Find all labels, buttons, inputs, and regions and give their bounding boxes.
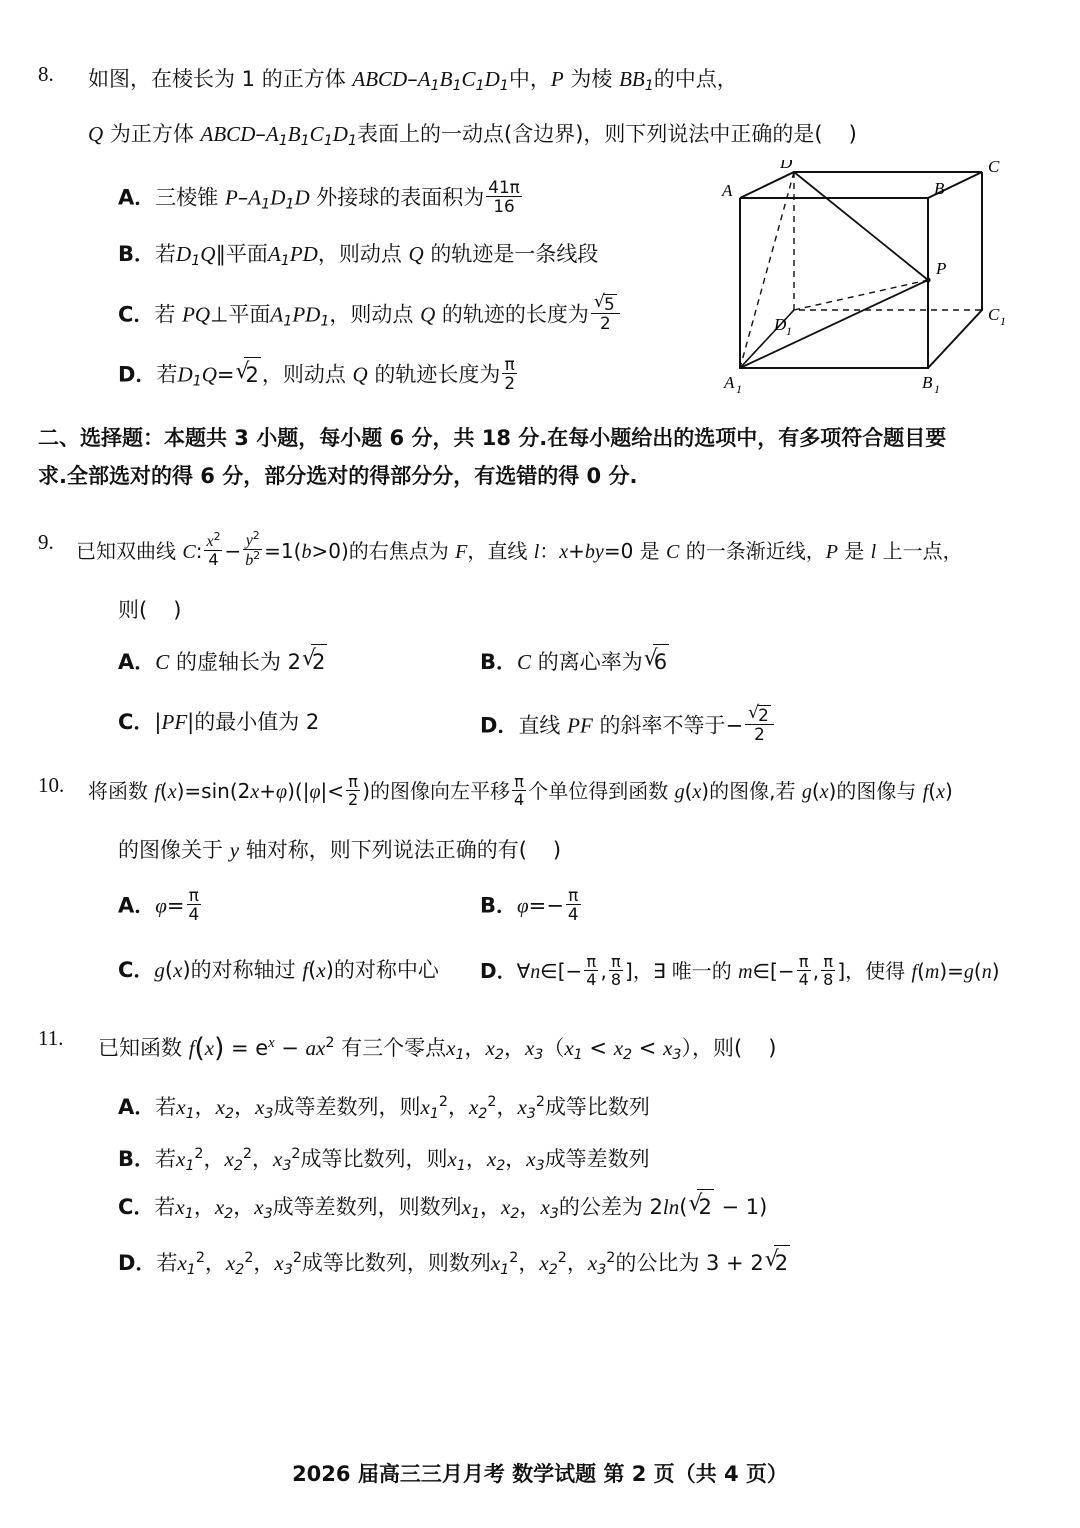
question-9-number: 9.	[38, 530, 54, 554]
page-footer: 2026 届高三三月月考 数学试题 第 2 页（共 4 页）	[292, 1462, 788, 1486]
question-11-stem: 已知函数 $f(x) = e^x - ax^2$ 有三个零点$x_1$，$x_2$，$x_3(x_1 < x_2 < x_3)$，则( )	[98, 1033, 777, 1064]
question-8-option-b: B．若$D_1Q\parallel$平面$A_1PD$，则动点 Q 的轨迹是一条线段	[118, 242, 599, 269]
svg-text:P: P	[936, 259, 947, 278]
question-11-option-d: D．若$x_1^2$，$x_2^2$，$x_3^2$成等比数列，则数列$x_1^2$，$x_2^2$，$x_3^2$的公比为 3 + 2 √ 2	[118, 1241, 791, 1287]
question-8-option-c: C．若 PQ⊥平面$A_1PD_1$，则动点 Q 的轨迹的长度为 √ $\frac{5}{2}$	[118, 294, 622, 339]
question-9-option-b: B．C 的离心率为 √ 6	[480, 644, 670, 679]
question-8-option-d: D．若$D_1Q=$ √ 2 ，则动点 Q 的轨迹长度为 $\frac{\pi}{2}$	[118, 355, 519, 399]
question-11-option-b: B．若$x_1^2$，$x_2^2$，$x_3^2$成等比数列，则$x_1$，$x_2$，$x_3$成等差数列	[118, 1146, 650, 1174]
svg-text:1: 1	[1000, 314, 1006, 328]
svg-text:C: C	[988, 160, 1000, 176]
question-10-number: 10.	[38, 773, 65, 797]
svg-text:B: B	[934, 179, 945, 198]
question-9-stem-line-2: 则( )	[118, 598, 182, 622]
question-8-number: 8.	[38, 62, 54, 86]
svg-text:D: D	[780, 160, 793, 172]
section-2-heading-line-2: 求.全部选对的得 6 分，部分选对的得部分分，有选错的得 0 分.	[38, 464, 638, 488]
question-11-number: 11.	[38, 1026, 64, 1050]
question-9-option-a: A．C 的虚轴长为 2 √ 2	[118, 644, 328, 679]
svg-text:A: A	[722, 181, 733, 200]
question-11-option-a: A．若$x_1$，$x_2$，$x_3$成等差数列，则$x_1^2$，$x_2^2$，$x_3^2$成等比数列	[118, 1094, 650, 1122]
svg-text:C: C	[988, 305, 1000, 324]
svg-text:1: 1	[736, 382, 742, 396]
question-10-option-d: D．∀n∈[− $\frac{\pi}{4}$ , $\frac{\pi}{8}$ ]，∃ 唯一的 m∈[− $\frac{\pi}{4}$ , $\frac{\pi}{8}$ ]，使得 f(m)=g(n)	[480, 952, 1000, 990]
svg-text:1: 1	[934, 382, 940, 396]
question-10-option-b: B．φ=− $\frac{\pi}{4}$	[480, 885, 579, 925]
svg-text:B: B	[922, 373, 933, 392]
question-10-stem-line-1: 将函数 f(x)=sin(2x+φ)(|φ|< $\frac{\pi}{2}$ )的图像向左平移 $\frac{\pi}{4}$ 个单位得到函数 g(x)的图像,若 g(x)的图像与 f(x)	[88, 772, 953, 810]
question-9-option-c: C．|PF|的最小值为 2	[118, 710, 320, 734]
section-2-heading-line-1: 二、选择题：本题共 3 小题，每小题 6 分，共 18 分.在每小题给出的选项中，有多项符合题目要	[38, 426, 947, 450]
question-8-stem-line-1: 如图，在棱长为 1 的正方体 ABCD–$A_1B_1C_1D_1$中，P 为棱 $BB_1$的中点，	[88, 67, 738, 94]
question-10-option-a: A．φ= $\frac{\pi}{4}$	[118, 885, 200, 925]
question-8-stem-line-2: Q 为正方体 ABCD–$A_1B_1C_1D_1$表面上的一动点(含边界)，则下列说法中正确的是( )	[88, 122, 857, 149]
question-9-stem-line-1: 已知双曲线 C: $\frac{x^2}{4}$ − $\frac{y^2}{b^2}$ =1(b>0)的右焦点为 F，直线 l：x+by=0 是 C 的一条渐近线，P 是 l 上一点，	[76, 529, 963, 570]
question-9-option-d: D．直线 PF 的斜率不等于− √ $\frac{2}{2}$	[480, 705, 776, 743]
svg-text:A: A	[724, 373, 735, 392]
question-11-option-c: C．若$x_1$，$x_2$，$x_3$成等差数列，则数列$x_1$，$x_2$，$x_3$的公差为 2ln( √ 2 − 1)	[118, 1189, 767, 1231]
question-10-stem-line-2: 的图像关于 y 轴对称，则下列说法正确的有( )	[118, 838, 562, 862]
svg-text:1: 1	[786, 324, 792, 338]
question-10-option-c: C．g(x)的对称轴过 f(x)的对称中心	[118, 958, 439, 982]
question-8-option-a: A．三棱锥 $P-A_1D_1D$ 外接球的表面积为 $\frac{41\pi}{16}$	[118, 177, 520, 217]
svg-text:D: D	[774, 315, 787, 334]
cube-figure	[700, 160, 1020, 400]
